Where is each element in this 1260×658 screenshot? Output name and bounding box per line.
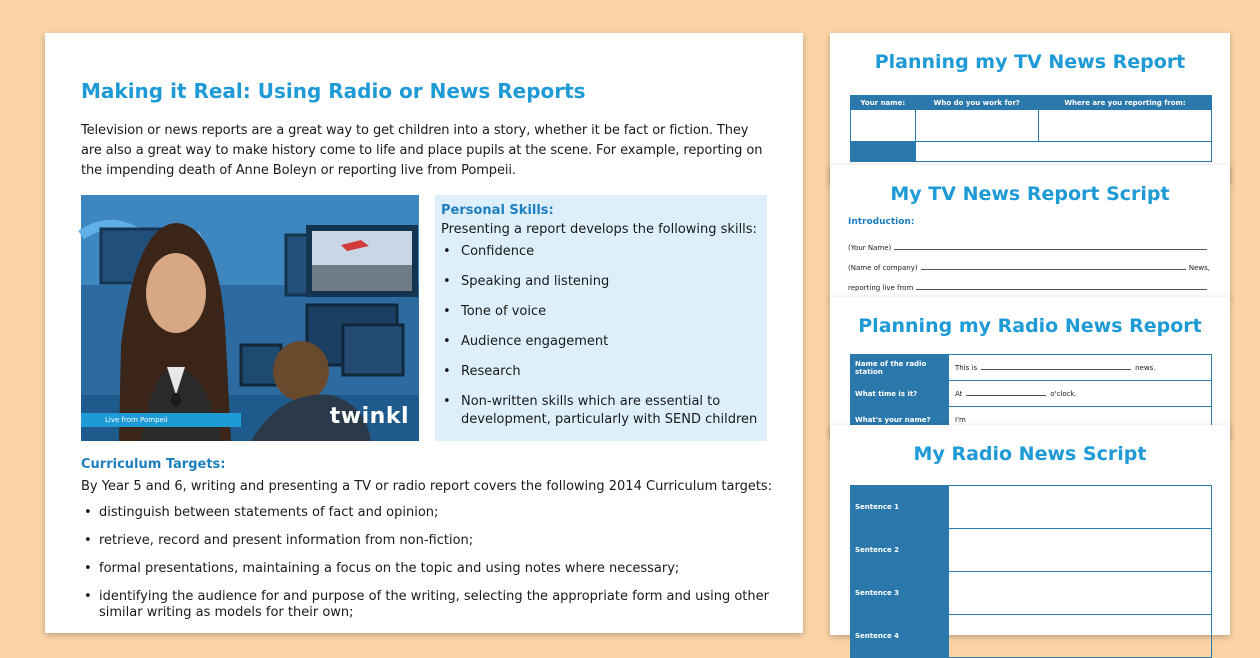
row-label: Name of the radio station (851, 355, 949, 381)
caption-strip: Live from Pompeii (81, 413, 241, 427)
table-cell (915, 110, 1038, 142)
sentence-table (850, 485, 1212, 658)
list-item: • distinguish between statements of fact and opinion; (81, 505, 781, 521)
row-label: What time is it? (851, 381, 949, 407)
sheet-title: My TV News Report Script (890, 183, 1170, 205)
list-item: • Audience engagement (439, 333, 763, 351)
main-document-page (45, 33, 803, 633)
script-line (848, 232, 1210, 252)
table-cell (949, 381, 1212, 407)
cell-prefix: At (955, 389, 963, 398)
write-line (894, 249, 1207, 250)
table-cell (949, 355, 1212, 381)
news-reporter-illustration (81, 195, 419, 441)
row-label: What's your name? (851, 407, 949, 433)
list-item: • Speaking and listening (439, 273, 763, 291)
cell-prefix: This is (955, 363, 978, 372)
line-label: (Name of company) (848, 264, 918, 272)
row-label: Sentence 1 (851, 486, 949, 529)
curriculum-heading: Curriculum Targets: (81, 457, 226, 472)
list-item: • Research (439, 363, 763, 381)
row-label: Sentence 3 (851, 572, 949, 615)
cell-prefix: I'm (955, 415, 966, 424)
table-cell (949, 486, 1212, 529)
tv-planning-sheet (830, 33, 1230, 183)
write-line (966, 395, 1046, 396)
table-cell (851, 110, 916, 142)
table-cell (851, 142, 916, 162)
table-cell (915, 142, 1211, 162)
twinkl-logo: twinkl (329, 404, 409, 429)
personal-skills-panel (435, 195, 767, 441)
list-item: • retrieve, record and present information from non-fiction; (81, 533, 781, 549)
intro-heading: Introduction: (848, 217, 915, 227)
table-cell (1038, 110, 1211, 142)
curriculum-list (81, 505, 781, 633)
sheet-title: Planning my TV News Report (874, 51, 1186, 73)
table-cell (949, 572, 1212, 615)
sheet-title: Planning my Radio News Report (858, 315, 1202, 337)
line-label: reporting live from (848, 284, 914, 292)
script-line (848, 252, 1210, 272)
list-item: • Tone of voice (439, 303, 763, 321)
sheet-title: My Radio News Script (913, 443, 1147, 465)
write-line (981, 369, 1131, 370)
table-header: Where are you reporting from: (1038, 96, 1211, 110)
radio-planning-sheet (830, 297, 1230, 437)
list-item: • identifying the audience for and purpose of the writing, selecting the appropriate form and using other similar writing as models for their own; (81, 589, 781, 621)
list-item: • formal presentations, maintaining a focus on the topic and using notes where necessary; (81, 561, 781, 577)
tv-script-sheet (830, 165, 1230, 300)
cell-suffix: news. (1135, 363, 1156, 372)
row-label: Sentence 4 (851, 615, 949, 658)
planning-table (850, 95, 1212, 162)
line-label: (Your Name) (848, 244, 892, 252)
script-line (848, 272, 1210, 292)
table-cell (949, 615, 1212, 658)
skills-heading: Personal Skills: (441, 203, 554, 218)
list-item: • Non-written skills which are essential to development, particularly with SEND children (439, 393, 763, 429)
intro-paragraph: Television or news reports are a great way to get children into a story, whether it be fact or fiction. They are also a great way to make history come to life and place pupils at the scene. For example, reporting on the impending death of Anne Boleyn or reporting live from Pompeii. (81, 123, 763, 178)
row-label: Sentence 2 (851, 529, 949, 572)
skills-lead: Presenting a report develops the following skills: (441, 222, 757, 237)
table-header: Your name: (851, 96, 916, 110)
line-suffix: News, (1188, 264, 1210, 272)
table-header: Who do you work for? (915, 96, 1038, 110)
radio-script-sheet (830, 425, 1230, 640)
page-title: Making it Real: Using Radio or News Reports (81, 79, 586, 103)
curriculum-lead: By Year 5 and 6, writing and presenting a TV or radio report covers the following 2014 Curriculum targets: (81, 479, 773, 494)
table-cell (949, 529, 1212, 572)
write-line (921, 269, 1186, 270)
script-lines (848, 217, 1210, 292)
skills-list (439, 243, 763, 429)
write-line (916, 289, 1207, 290)
cell-suffix: o'clock. (1050, 389, 1077, 398)
radio-planning-table (850, 354, 1212, 433)
list-item: • Confidence (439, 243, 763, 261)
